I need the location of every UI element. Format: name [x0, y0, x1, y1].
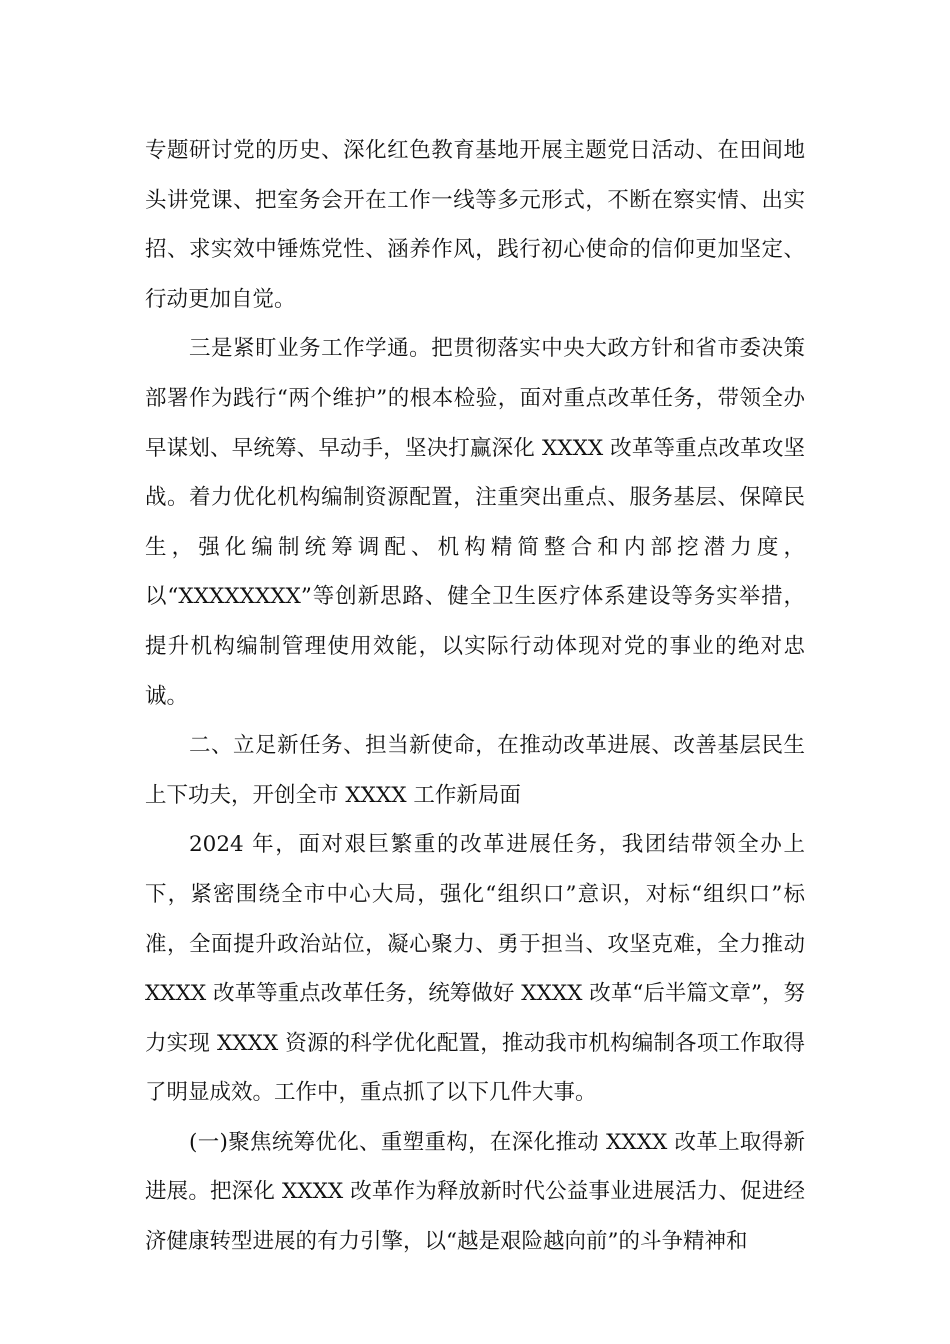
paragraph-3: 2024 年，面对艰巨繁重的改革进展任务，我团结带领全办上下，紧密围绕全市中心大局，强化“组织口”意识，对标“组织口”标准，全面提升政治站位，凝心聚力、勇于担当、攻坚克难，全力推动 XXXX 改革等重点改革任务，统筹做好 XXXX 改革“后半篇文章”，努力实现 XXXX 资源的科学优化配置，推动我市机构编制各项工作取得了明显成效。工作中，重点抓了以下几件大事。: [145, 832, 805, 1106]
document-body: [145, 126, 805, 1267]
paragraph-4: (一)聚焦统筹优化、重塑重构，在深化推动 XXXX 改革上取得新进展。把深化 XXXX 改革作为释放新时代公益事业进展活力、促进经济健康转型进展的有力引擎，以“越是艰险越向前”的斗争精神和: [145, 1129, 805, 1255]
section-heading-2: 二、立足新任务、担当新使命，在推动改革进展、改善基层民生上下功夫，开创全市 XXXX 工作新局面: [145, 733, 805, 808]
paragraph-2: 三是紧盯业务工作学通。把贯彻落实中央大政方针和省市委决策部署作为践行“两个维护”的根本检验，面对重点改革任务，带领全办早谋划、早统筹、早动手，坚决打赢深化 XXXX 改革等重点改革攻坚战。着力优化机构编制资源配置，注重突出重点、服务基层、保障民生，强化编制统筹调配、机构精简整合和内部挖潜力度，以“XXXXXXXX”等创新思路、健全卫生医疗体系建设等务实举措，提升机构编制管理使用效能，以实际行动体现对党的事业的绝对忠诚。: [145, 336, 805, 709]
paragraph-1: 专题研讨党的历史、深化红色教育基地开展主题党日活动、在田间地头讲党课、把室务会开在工作一线等多元形式，不断在察实情、出实招、求实效中锤炼党性、涵养作风，践行初心使命的信仰更加坚定、行动更加自觉。: [145, 138, 805, 312]
